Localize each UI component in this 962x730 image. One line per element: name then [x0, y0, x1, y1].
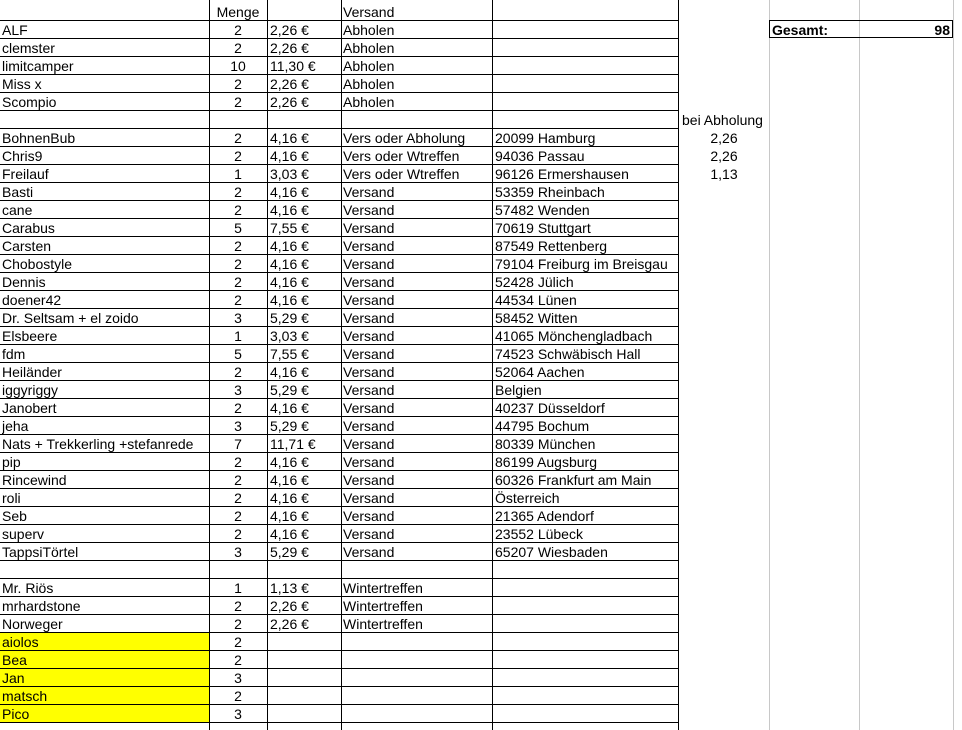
versandart-cell[interactable]: Versand — [343, 418, 395, 434]
ort-cell[interactable]: 44534 Lünen — [495, 292, 577, 308]
table-row — [0, 579, 962, 597]
versandart-cell[interactable] — [343, 687, 491, 705]
menge-cell[interactable]: 7 — [234, 436, 242, 452]
preis-cell[interactable]: 4,16 € — [270, 526, 309, 542]
preis-cell[interactable]: 4,16 € — [270, 256, 309, 272]
name-cell[interactable]: Rincewind — [2, 472, 67, 488]
name-cell[interactable]: doener42 — [2, 292, 62, 308]
ort-cell[interactable]: 41065 Mönchengladbach — [495, 328, 653, 344]
versandart-cell[interactable]: Versand — [343, 508, 395, 524]
preis-cell[interactable]: 4,16 € — [270, 238, 309, 254]
versandart-cell[interactable] — [343, 111, 491, 129]
name-cell[interactable]: clemster — [2, 40, 55, 56]
menge-cell[interactable]: 2 — [234, 130, 242, 146]
table-row — [0, 507, 962, 525]
preis-cell[interactable]: 3,03 € — [270, 328, 309, 344]
menge-cell[interactable]: 3 — [234, 310, 242, 326]
preis-cell[interactable]: 4,16 € — [270, 130, 309, 146]
table-row — [0, 93, 962, 111]
versandart-cell[interactable]: Versand — [343, 274, 395, 290]
name-cell[interactable]: Chris9 — [2, 148, 43, 164]
menge-cell[interactable]: 1 — [234, 328, 242, 344]
menge-cell[interactable]: 3 — [234, 418, 242, 434]
menge-cell[interactable]: 2 — [234, 454, 242, 470]
menge-cell[interactable]: 2 — [234, 400, 242, 416]
menge-cell[interactable]: 2 — [234, 490, 242, 506]
ort-cell[interactable] — [495, 579, 678, 597]
versandart-cell[interactable]: Versand — [343, 436, 395, 452]
menge-cell[interactable]: 2 — [234, 238, 242, 254]
menge-cell[interactable]: 5 — [234, 220, 242, 236]
versandart-cell[interactable]: Abholen — [343, 58, 395, 74]
versandart-cell[interactable]: Versand — [343, 238, 395, 254]
preis-cell[interactable] — [270, 561, 340, 579]
ort-cell[interactable]: 94036 Passau — [495, 148, 585, 164]
name-cell[interactable] — [2, 561, 208, 579]
ort-cell[interactable]: 60326 Frankfurt am Main — [495, 472, 652, 488]
ort-cell[interactable]: Österreich — [495, 490, 560, 506]
ort-cell[interactable]: 87549 Rettenberg — [495, 238, 608, 254]
table-row — [0, 165, 962, 183]
abholung-value: 1,13 — [710, 166, 738, 182]
versandart-cell[interactable]: Versand — [343, 202, 395, 218]
ort-cell[interactable] — [495, 39, 678, 57]
ort-cell[interactable]: Belgien — [495, 382, 542, 398]
preis-cell[interactable]: 4,16 € — [270, 400, 309, 416]
ort-cell[interactable] — [495, 687, 678, 705]
menge-cell[interactable]: 2 — [234, 616, 242, 632]
preis-cell[interactable]: 4,16 € — [270, 148, 309, 164]
menge-cell[interactable]: 1 — [234, 580, 242, 596]
menge-cell[interactable]: 2 — [234, 364, 242, 380]
preis-cell[interactable]: 2,26 € — [270, 22, 309, 38]
table-row — [0, 399, 962, 417]
ort-cell[interactable]: 74523 Schwäbisch Hall — [495, 346, 641, 362]
name-cell[interactable]: BohnenBub — [2, 130, 76, 146]
name-cell[interactable]: pip — [2, 454, 21, 470]
versandart-cell[interactable]: Abholen — [343, 40, 395, 56]
preis-cell[interactable]: 4,16 € — [270, 274, 309, 290]
versandart-cell[interactable]: Versand — [343, 454, 395, 470]
table-row — [0, 471, 962, 489]
menge-cell[interactable]: 2 — [234, 148, 242, 164]
preis-cell[interactable]: 4,16 € — [270, 292, 309, 308]
name-cell[interactable]: superv — [2, 526, 45, 542]
menge-cell[interactable]: 2 — [234, 292, 242, 308]
table-row — [0, 435, 962, 453]
name-cell[interactable]: Dr. Seltsam + el zoido — [2, 310, 139, 326]
name-cell[interactable]: Nats + Trekkerling +stefanrede — [2, 436, 194, 452]
versandart-cell[interactable]: Versand — [343, 292, 395, 308]
table-row — [0, 255, 962, 273]
name-cell[interactable]: Pico — [2, 706, 30, 722]
preis-cell[interactable]: 5,29 € — [270, 418, 309, 434]
name-cell[interactable]: fdm — [2, 346, 26, 362]
preis-cell[interactable] — [270, 669, 340, 687]
table-row — [0, 75, 962, 93]
menge-cell[interactable]: 2 — [234, 472, 242, 488]
table-row — [0, 525, 962, 543]
name-cell[interactable]: ALF — [2, 22, 28, 38]
menge-cell[interactable]: 1 — [234, 166, 242, 182]
table-row — [0, 705, 962, 723]
preis-cell[interactable]: 4,16 € — [270, 184, 309, 200]
versandart-cell[interactable]: Versand — [343, 328, 395, 344]
name-cell[interactable]: Dennis — [2, 274, 46, 290]
table-row — [0, 273, 962, 291]
versandart-cell[interactable]: Versand — [343, 526, 395, 542]
ort-cell[interactable] — [495, 75, 678, 93]
ort-cell[interactable] — [495, 561, 678, 579]
table-row — [0, 561, 962, 579]
name-cell[interactable]: Seb — [2, 508, 27, 524]
versandart-cell[interactable] — [343, 669, 491, 687]
gesamt-value: 98 — [934, 22, 950, 38]
ort-cell[interactable]: 20099 Hamburg — [495, 130, 596, 146]
ort-cell[interactable] — [495, 705, 678, 723]
name-cell[interactable]: Miss x — [2, 76, 42, 92]
preis-cell[interactable]: 4,16 € — [270, 490, 309, 506]
versandart-cell[interactable] — [343, 705, 491, 723]
menge-cell[interactable]: 2 — [234, 202, 242, 218]
table-row — [0, 111, 962, 129]
abholung-value: 2,26 — [710, 130, 738, 146]
ort-cell[interactable] — [495, 615, 678, 633]
ort-cell[interactable] — [495, 57, 678, 75]
versandart-cell[interactable]: Abholen — [343, 76, 395, 92]
preis-cell[interactable] — [270, 111, 340, 129]
preis-cell[interactable]: 5,29 € — [270, 310, 309, 326]
table-row — [0, 201, 962, 219]
versandart-cell[interactable]: Wintertreffen — [343, 580, 423, 596]
ort-cell[interactable] — [495, 669, 678, 687]
preis-cell[interactable]: 7,55 € — [270, 220, 309, 236]
name-cell[interactable]: roli — [2, 490, 21, 506]
preis-cell[interactable]: 2,26 € — [270, 76, 309, 92]
name-cell[interactable]: Heiländer — [2, 364, 62, 380]
preis-cell[interactable]: 4,16 € — [270, 454, 309, 470]
menge-cell[interactable]: 3 — [234, 670, 242, 686]
menge-cell[interactable] — [210, 561, 266, 579]
versandart-cell[interactable] — [343, 633, 491, 651]
versandart-cell[interactable]: Versand — [343, 490, 395, 506]
menge-cell[interactable] — [210, 111, 266, 129]
ort-cell[interactable]: 57482 Wenden — [495, 202, 590, 218]
name-cell[interactable]: Elsbeere — [2, 328, 58, 344]
preis-cell[interactable] — [270, 651, 340, 669]
versandart-cell[interactable]: Versand — [343, 220, 395, 236]
name-cell[interactable]: jeha — [2, 418, 29, 434]
versandart-cell[interactable]: Versand — [343, 400, 395, 416]
header-menge: Menge — [216, 4, 260, 20]
name-cell[interactable]: Bea — [2, 652, 27, 668]
name-cell[interactable]: Chobostyle — [2, 256, 73, 272]
ort-cell[interactable]: 53359 Rheinbach — [495, 184, 605, 200]
preis-cell[interactable]: 4,16 € — [270, 364, 309, 380]
menge-cell[interactable]: 2 — [234, 634, 242, 650]
preis-cell[interactable] — [270, 633, 340, 651]
name-cell[interactable]: Freilauf — [2, 166, 49, 182]
preis-cell[interactable] — [270, 705, 340, 723]
preis-cell[interactable]: 2,26 € — [270, 598, 309, 614]
preis-cell[interactable]: 7,55 € — [270, 346, 309, 362]
table-row — [0, 147, 962, 165]
versandart-cell[interactable]: Abholen — [343, 22, 395, 38]
name-cell[interactable]: matsch — [2, 688, 48, 704]
preis-cell[interactable]: 5,29 € — [270, 382, 309, 398]
preis-cell[interactable]: 4,16 € — [270, 472, 309, 488]
ort-cell[interactable] — [495, 111, 678, 129]
name-cell[interactable]: Norweger — [2, 616, 63, 632]
table-row — [0, 381, 962, 399]
name-cell[interactable]: TappsiTörtel — [2, 544, 79, 560]
name-cell[interactable] — [2, 111, 208, 129]
ort-cell[interactable]: 80339 München — [495, 436, 596, 452]
versandart-cell[interactable]: Versand — [343, 184, 395, 200]
table-row — [0, 237, 962, 255]
ort-cell[interactable]: 86199 Augsburg — [495, 454, 597, 470]
menge-cell[interactable]: 3 — [234, 706, 242, 722]
versandart-cell[interactable]: Versand — [343, 310, 395, 326]
preis-cell[interactable]: 3,03 € — [270, 166, 309, 182]
ort-cell[interactable] — [495, 21, 678, 39]
versandart-cell[interactable]: Wintertreffen — [343, 616, 423, 632]
menge-cell[interactable]: 2 — [234, 274, 242, 290]
abholung-value: 2,26 — [710, 148, 738, 164]
ort-cell[interactable] — [495, 651, 678, 669]
table-row — [0, 363, 962, 381]
ort-cell[interactable] — [495, 633, 678, 651]
menge-cell[interactable]: 2 — [234, 94, 242, 110]
table-row — [0, 489, 962, 507]
table-row — [0, 57, 962, 75]
preis-cell[interactable]: 4,16 € — [270, 508, 309, 524]
versandart-cell[interactable] — [343, 561, 491, 579]
table-row — [0, 129, 962, 147]
ort-cell[interactable]: 58452 Witten — [495, 310, 578, 326]
versandart-cell[interactable]: Versand — [343, 472, 395, 488]
table-row — [0, 291, 962, 309]
table-row — [0, 597, 962, 615]
versandart-cell[interactable]: Abholen — [343, 94, 395, 110]
name-cell[interactable]: Carsten — [2, 238, 52, 254]
table-row — [0, 615, 962, 633]
table-row — [0, 417, 962, 435]
ort-cell[interactable]: 96126 Ermershausen — [495, 166, 629, 182]
header-row — [0, 3, 962, 21]
preis-cell[interactable]: 2,26 € — [270, 94, 309, 110]
menge-cell[interactable]: 2 — [234, 76, 242, 92]
table-row — [0, 219, 962, 237]
name-cell[interactable]: mrhardstone — [2, 598, 81, 614]
ort-cell[interactable]: 21365 Adendorf — [495, 508, 594, 524]
preis-cell[interactable] — [270, 687, 340, 705]
ort-cell[interactable]: 40237 Düsseldorf — [495, 400, 605, 416]
versandart-cell[interactable]: Vers oder Wtreffen — [343, 166, 460, 182]
name-cell[interactable]: Carabus — [2, 220, 55, 236]
name-cell[interactable]: aiolos — [2, 634, 39, 650]
preis-cell[interactable]: 1,13 € — [270, 580, 309, 596]
name-cell[interactable]: Scompio — [2, 94, 57, 110]
table-row — [0, 543, 962, 561]
ort-cell[interactable]: 52428 Jülich — [495, 274, 574, 290]
name-cell[interactable]: iggyriggy — [2, 382, 59, 398]
menge-cell[interactable]: 2 — [234, 526, 242, 542]
ort-cell[interactable]: 79104 Freiburg im Breisgau — [495, 256, 668, 272]
ort-cell[interactable] — [495, 93, 678, 111]
preis-cell[interactable]: 5,29 € — [270, 544, 309, 560]
versandart-cell[interactable]: Versand — [343, 256, 395, 272]
menge-cell[interactable]: 2 — [234, 40, 242, 56]
table-row — [0, 453, 962, 471]
table-row — [0, 39, 962, 57]
abholung-label: bei Abholung — [682, 112, 763, 128]
versandart-cell[interactable]: Versand — [343, 544, 395, 560]
table-row — [0, 345, 962, 363]
menge-cell[interactable]: 5 — [234, 346, 242, 362]
menge-cell[interactable]: 2 — [234, 652, 242, 668]
versandart-cell[interactable]: Wintertreffen — [343, 598, 423, 614]
table-row — [0, 309, 962, 327]
menge-cell[interactable]: 2 — [234, 22, 242, 38]
name-cell[interactable]: Basti — [2, 184, 34, 200]
preis-cell[interactable]: 11,30 € — [270, 58, 316, 74]
name-cell[interactable]: Jan — [2, 670, 25, 686]
ort-cell[interactable]: 44795 Bochum — [495, 418, 590, 434]
ort-cell[interactable]: 52064 Aachen — [495, 364, 585, 380]
table-row — [0, 327, 962, 345]
versandart-cell[interactable]: Versand — [343, 346, 395, 362]
versandart-cell[interactable]: Versand — [343, 382, 395, 398]
ort-cell[interactable]: 70619 Stuttgart — [495, 220, 591, 236]
name-cell[interactable]: Mr. Riös — [2, 580, 54, 596]
name-cell[interactable]: Janobert — [2, 400, 57, 416]
preis-cell[interactable]: 4,16 € — [270, 202, 309, 218]
menge-cell[interactable]: 10 — [230, 58, 246, 74]
menge-cell[interactable]: 3 — [234, 544, 242, 560]
preis-cell[interactable]: 2,26 € — [270, 616, 309, 632]
versandart-cell[interactable]: Vers oder Wtreffen — [343, 148, 460, 164]
ort-cell[interactable] — [495, 597, 678, 615]
preis-cell[interactable]: 11,71 € — [270, 436, 316, 452]
table-row — [0, 669, 962, 687]
menge-cell[interactable]: 2 — [234, 508, 242, 524]
ort-cell[interactable]: 23552 Lübeck — [495, 526, 583, 542]
menge-cell[interactable]: 2 — [234, 256, 242, 272]
menge-cell[interactable]: 2 — [234, 688, 242, 704]
preis-cell[interactable]: 2,26 € — [270, 40, 309, 56]
ort-cell[interactable]: 65207 Wiesbaden — [495, 544, 608, 560]
versandart-cell[interactable]: Versand — [343, 364, 395, 380]
table-row — [0, 651, 962, 669]
table-row — [0, 687, 962, 705]
versandart-cell[interactable] — [343, 651, 491, 669]
versandart-cell[interactable]: Vers oder Abholung — [343, 130, 466, 146]
row-border — [0, 722, 679, 723]
table-row — [0, 183, 962, 201]
menge-cell[interactable]: 3 — [234, 382, 242, 398]
gesamt-label: Gesamt: — [772, 22, 829, 38]
table-row — [0, 633, 962, 651]
menge-cell[interactable]: 2 — [234, 184, 242, 200]
name-cell[interactable]: limitcamper — [2, 58, 74, 74]
header-versand: Versand — [343, 4, 395, 20]
menge-cell[interactable]: 2 — [234, 598, 242, 614]
name-cell[interactable]: cane — [2, 202, 33, 218]
